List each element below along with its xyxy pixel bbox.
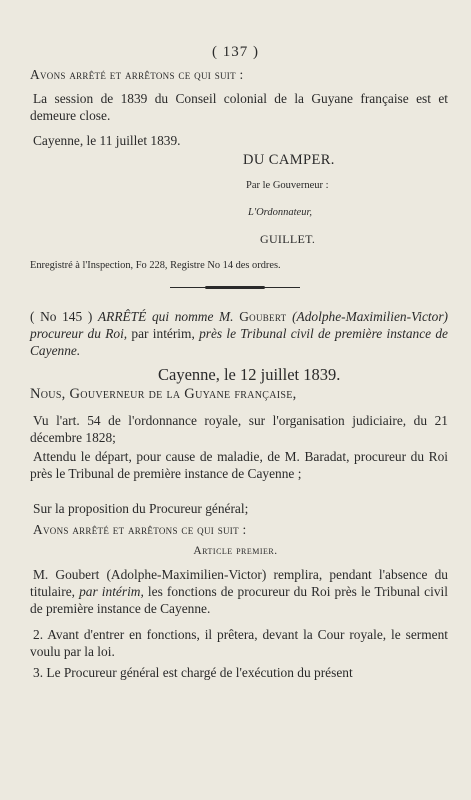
- avons-arrete-bottom-text: Avons arrêté et arrêtons ce qui suit :: [33, 522, 247, 537]
- arrete-names: (Adolphe-Maximilien-Victor) procureur du Roi,: [30, 309, 448, 341]
- article-2: 2. Avant d'entrer en fonctions, il prêtera, devant la Cour royale, le serment voulu par la loi.: [30, 627, 448, 659]
- nous-gouverneur: [30, 386, 448, 403]
- article-premier: Article premier.: [193, 545, 278, 557]
- arrete-heading: [30, 308, 448, 359]
- article-3: 3. Le Procureur général est chargé de l'exécution du présent: [33, 665, 353, 680]
- section-divider: [170, 286, 300, 289]
- ordonnateur-label: L'Ordonnateur,: [248, 207, 312, 218]
- nous-text: Nous, Gouverneur de la Guyane française,: [30, 386, 297, 402]
- vu-paragraph: Vu l'art. 54 de l'ordonnance royale, sur l'organisation judiciaire, du 21 décembre 1828;: [30, 413, 448, 445]
- arrete-title: ARRÊTÉ qui nomme M.: [97, 309, 234, 324]
- avons-arrete-bottom: [30, 521, 448, 538]
- cayenne-date-11: Cayenne, le 11 juillet 1839.: [33, 133, 181, 148]
- session-paragraph: La session de 1839 du Conseil colonial de la Guyane française est et demeure close.: [30, 91, 448, 123]
- dateline-12-juillet: Cayenne, le 12 juillet 1839.: [158, 365, 341, 384]
- arrete-number: ( No 145 ): [30, 309, 93, 324]
- arrete-par-interim: par intérim,: [131, 326, 195, 341]
- page-number: ( 137 ): [212, 44, 259, 60]
- avons-arrete-top: [30, 66, 448, 83]
- goubert-paragraph: [30, 566, 448, 617]
- goubert-par-interim: par intérim,: [79, 584, 144, 599]
- arrete-pres: près le Tribunal civil de première instance de Cayenne.: [30, 326, 448, 358]
- divider-thick: [205, 286, 265, 289]
- registre-line: Enregistré à l'Inspection, Fo 228, Registre No 14 des ordres.: [30, 260, 281, 271]
- avons-arrete-text: Avons arrêté et arrêtons ce qui suit :: [30, 67, 244, 82]
- goubert-part-a: M. Goubert (Adolphe-Maximilien-Victor) remplira, pendant l'absence du titulaire,: [30, 567, 448, 599]
- signer-du-camper: DU CAMPER.: [243, 152, 335, 168]
- attendu-paragraph: Attendu le départ, pour cause de maladie, de M. Baradat, procureur du Roi près le Tribunal de première instance de Cayenne ;: [30, 449, 448, 481]
- signer-guillet: GUILLET.: [260, 232, 316, 246]
- goubert-part-b: les fonctions de procureur du Roi près le Tribunal civil de première instance de Cayenne.: [30, 584, 448, 616]
- sur-paragraph: Sur la proposition du Procureur général;: [33, 501, 249, 516]
- par-le-gouverneur: Par le Gouverneur :: [246, 180, 329, 191]
- arrete-goubert: Goubert: [239, 309, 287, 324]
